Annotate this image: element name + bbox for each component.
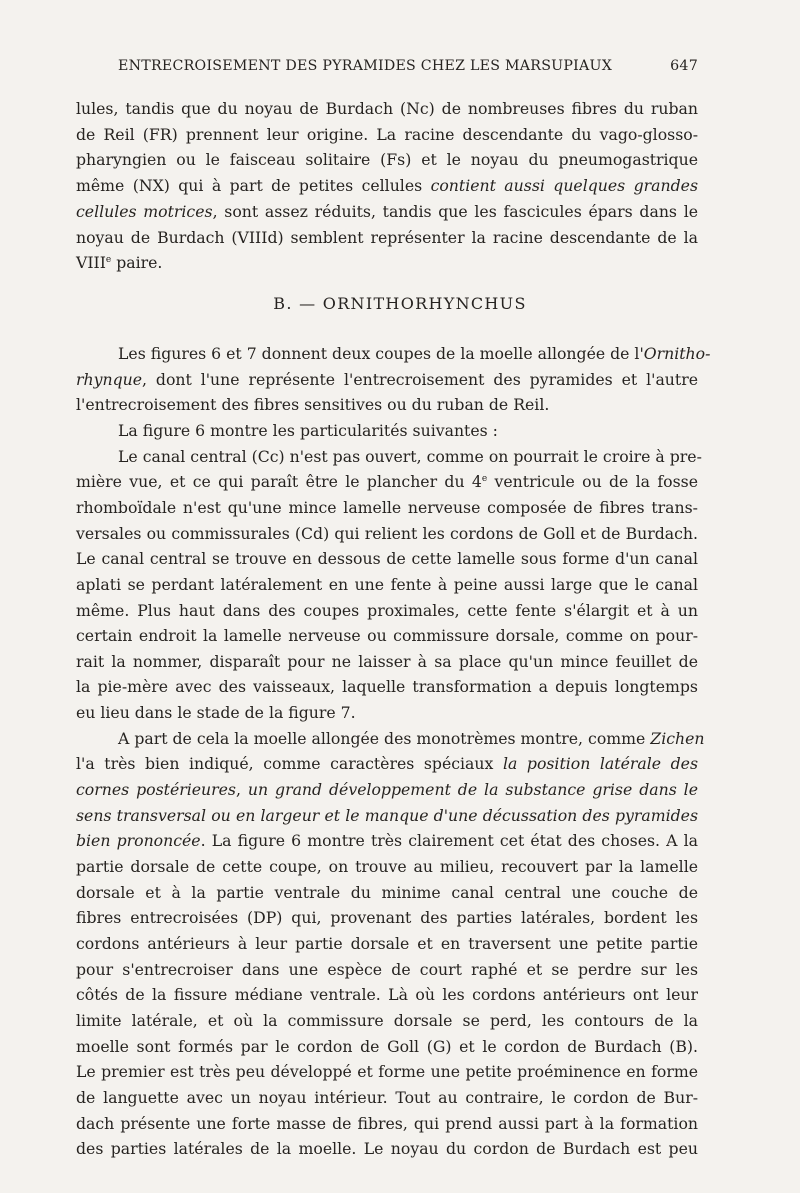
text-line <box>76 907 698 928</box>
italic-text: bien prononcée <box>76 831 201 851</box>
italic-text: cornes postérieures <box>76 780 236 800</box>
text-segment: Le premier est très peu développé et forme une petite proéminence en forme <box>76 1062 698 1082</box>
text-segment: A part de cela la moelle allongée des monotrèmes montre, comme <box>118 728 651 748</box>
page-number: 647 <box>670 58 698 74</box>
text-line <box>76 882 698 903</box>
text-segment: lules, tandis que du noyau de Burdach (Nc) de nombreuses fibres du ruban <box>76 99 698 118</box>
text-segment: dorsale et à la partie ventrale du minime canal central une couche de <box>76 882 698 902</box>
text-line <box>76 252 698 273</box>
text-line <box>76 98 698 119</box>
text-segment: eu lieu dans le stade de la figure 7. <box>76 703 356 723</box>
text-line <box>76 676 698 697</box>
running-title: ENTRECROISEMENT DES PYRAMIDES CHEZ LES MARSUPIAUX <box>118 58 613 74</box>
text-line <box>76 149 698 170</box>
text-line <box>76 227 698 248</box>
text-line <box>76 1138 698 1159</box>
text-segment: paire. <box>111 253 163 273</box>
text-segment: l'entrecroisement des fibres sensitives ou du ruban de Reil. <box>76 395 550 415</box>
text-segment: la pie-mère avec des vaisseaux, laquelle transformation a depuis longtemps <box>76 677 698 697</box>
text-line <box>76 124 698 145</box>
italic-text: sens transversal ou en largeur et le manque d'une décussation des pyramides <box>76 805 698 825</box>
text-segment: limite latérale, et où la commissure dorsale se perd, les contours de la <box>76 1010 698 1030</box>
italic-text: la position latérale des <box>502 754 698 774</box>
text-line <box>118 420 698 441</box>
text-segment: Les figures 6 et 7 donnent deux coupes de la moelle allongée de l' <box>118 344 644 363</box>
text-line <box>76 574 698 595</box>
text-line <box>76 753 698 774</box>
text-line <box>76 830 698 851</box>
text-segment: dach présente une forte masse de fibres, qui prend aussi part à la formation <box>76 1113 698 1133</box>
text-segment: , dont l'une représente l'entrecroisement des pyramides et l'autre <box>142 369 698 389</box>
text-line <box>76 1010 698 1031</box>
text-line <box>76 625 698 646</box>
text-segment: ventricule ou de la fosse <box>487 472 698 492</box>
text-line <box>76 497 698 518</box>
text-segment: La figure 6 montre les particularités suivantes : <box>118 420 498 440</box>
text-line <box>118 728 705 749</box>
text-line <box>76 856 698 877</box>
section-heading: B. — ORNITHORHYNCHUS <box>273 294 527 313</box>
text-segment: . La figure 6 montre très clairement cet état des choses. A la <box>200 831 698 851</box>
text-line <box>118 343 711 364</box>
text-segment: de languette avec un noyau intérieur. Tout au contraire, le cordon de Bur- <box>76 1087 698 1107</box>
text-segment: mière vue, et ce qui paraît être le plancher du 4 <box>76 472 482 492</box>
text-line <box>76 1087 698 1108</box>
text-segment: de Reil (FR) prennent leur origine. La racine descendante du vago-glosso- <box>76 124 698 144</box>
running-header <box>118 58 698 74</box>
text-line <box>76 394 698 415</box>
text-segment: Le canal central (Cc) n'est pas ouvert, comme on pourrait le croire à pre- <box>118 446 702 466</box>
text-segment: pharyngien ou le faisceau solitaire (Fs) et le noyau du pneumogastrique <box>76 150 698 170</box>
text-line <box>76 600 698 621</box>
text-segment: , sont assez réduits, tandis que les fascicules épars dans le <box>212 201 699 221</box>
text-segment: versales ou commissurales (Cd) qui relient les cordons de Goll et de Burdach. <box>76 523 698 543</box>
text-segment: cordons antérieurs à leur partie dorsale et en traversent une petite partie <box>76 933 698 953</box>
text-segment: fibres entrecroisées (DP) qui, provenant des parties latérales, bordent les <box>76 908 698 928</box>
text-line <box>76 471 698 492</box>
text-segment: l'a très bien indiqué, comme caractères spéciaux <box>76 754 503 774</box>
text-segment: certain endroit la lamelle nerveuse ou commissure dorsale, comme on pour- <box>76 626 698 646</box>
text-segment: même. Plus haut dans des coupes proximales, cette fente s'élargit et à un <box>76 600 698 620</box>
text-segment: Le canal central se trouve en dessous de cette lamelle sous forme d'un canal <box>76 549 698 569</box>
text-segment: pour s'entrecroiser dans une espèce de court raphé et se perdre sur les <box>76 959 698 979</box>
text-line <box>118 446 702 467</box>
text-line <box>76 651 698 672</box>
text-segment: rhomboïdale n'est qu'une mince lamelle nerveuse composée de fibres trans- <box>76 497 698 517</box>
italic-text: cellules motrices <box>76 201 213 221</box>
text-line <box>76 1036 698 1057</box>
text-line <box>76 1113 698 1134</box>
text-segment: même (NX) qui à part de petites cellules <box>76 176 431 196</box>
text-line <box>76 984 698 1005</box>
superscript: e <box>105 254 112 265</box>
italic-text: Zichen <box>650 728 705 748</box>
text-line <box>76 805 698 826</box>
text-line <box>76 369 698 390</box>
text-segment: VIII <box>76 253 106 273</box>
italic-text: contient aussi quelques grandes <box>430 176 698 196</box>
text-line <box>76 959 698 980</box>
italic-text: un grand développement de la substance grise dans le <box>247 780 698 800</box>
text-line <box>76 933 698 954</box>
text-segment: partie dorsale de cette coupe, on trouve au milieu, recouvert par la lamelle <box>76 857 698 876</box>
text-line <box>76 548 698 569</box>
text-segment: rait la nommer, disparaît pour ne laisser à sa place qu'un mince feuillet de <box>76 651 698 671</box>
superscript: e <box>481 474 488 485</box>
text-line <box>76 523 698 544</box>
text-segment: côtés de la fissure médiane ventrale. Là où les cordons antérieurs ont leur <box>76 985 698 1005</box>
italic-text: Ornitho- <box>643 344 711 363</box>
text-segment: noyau de Burdach (VIIId) semblent représenter la racine descendante de la <box>76 227 698 247</box>
text-segment: , <box>235 780 248 800</box>
text-segment: des parties latérales de la moelle. Le noyau du cordon de Burdach est peu <box>76 1139 698 1159</box>
text-line <box>76 201 698 222</box>
text-line <box>76 175 698 196</box>
text-line <box>76 1061 698 1082</box>
text-segment: aplati se perdant latéralement en une fente à peine aussi large que le canal <box>76 574 698 594</box>
italic-text: rhynque <box>76 369 142 389</box>
text-line <box>76 702 698 723</box>
text-line <box>76 779 698 800</box>
text-segment: moelle sont formés par le cordon de Goll (G) et le cordon de Burdach (B). <box>76 1036 698 1056</box>
